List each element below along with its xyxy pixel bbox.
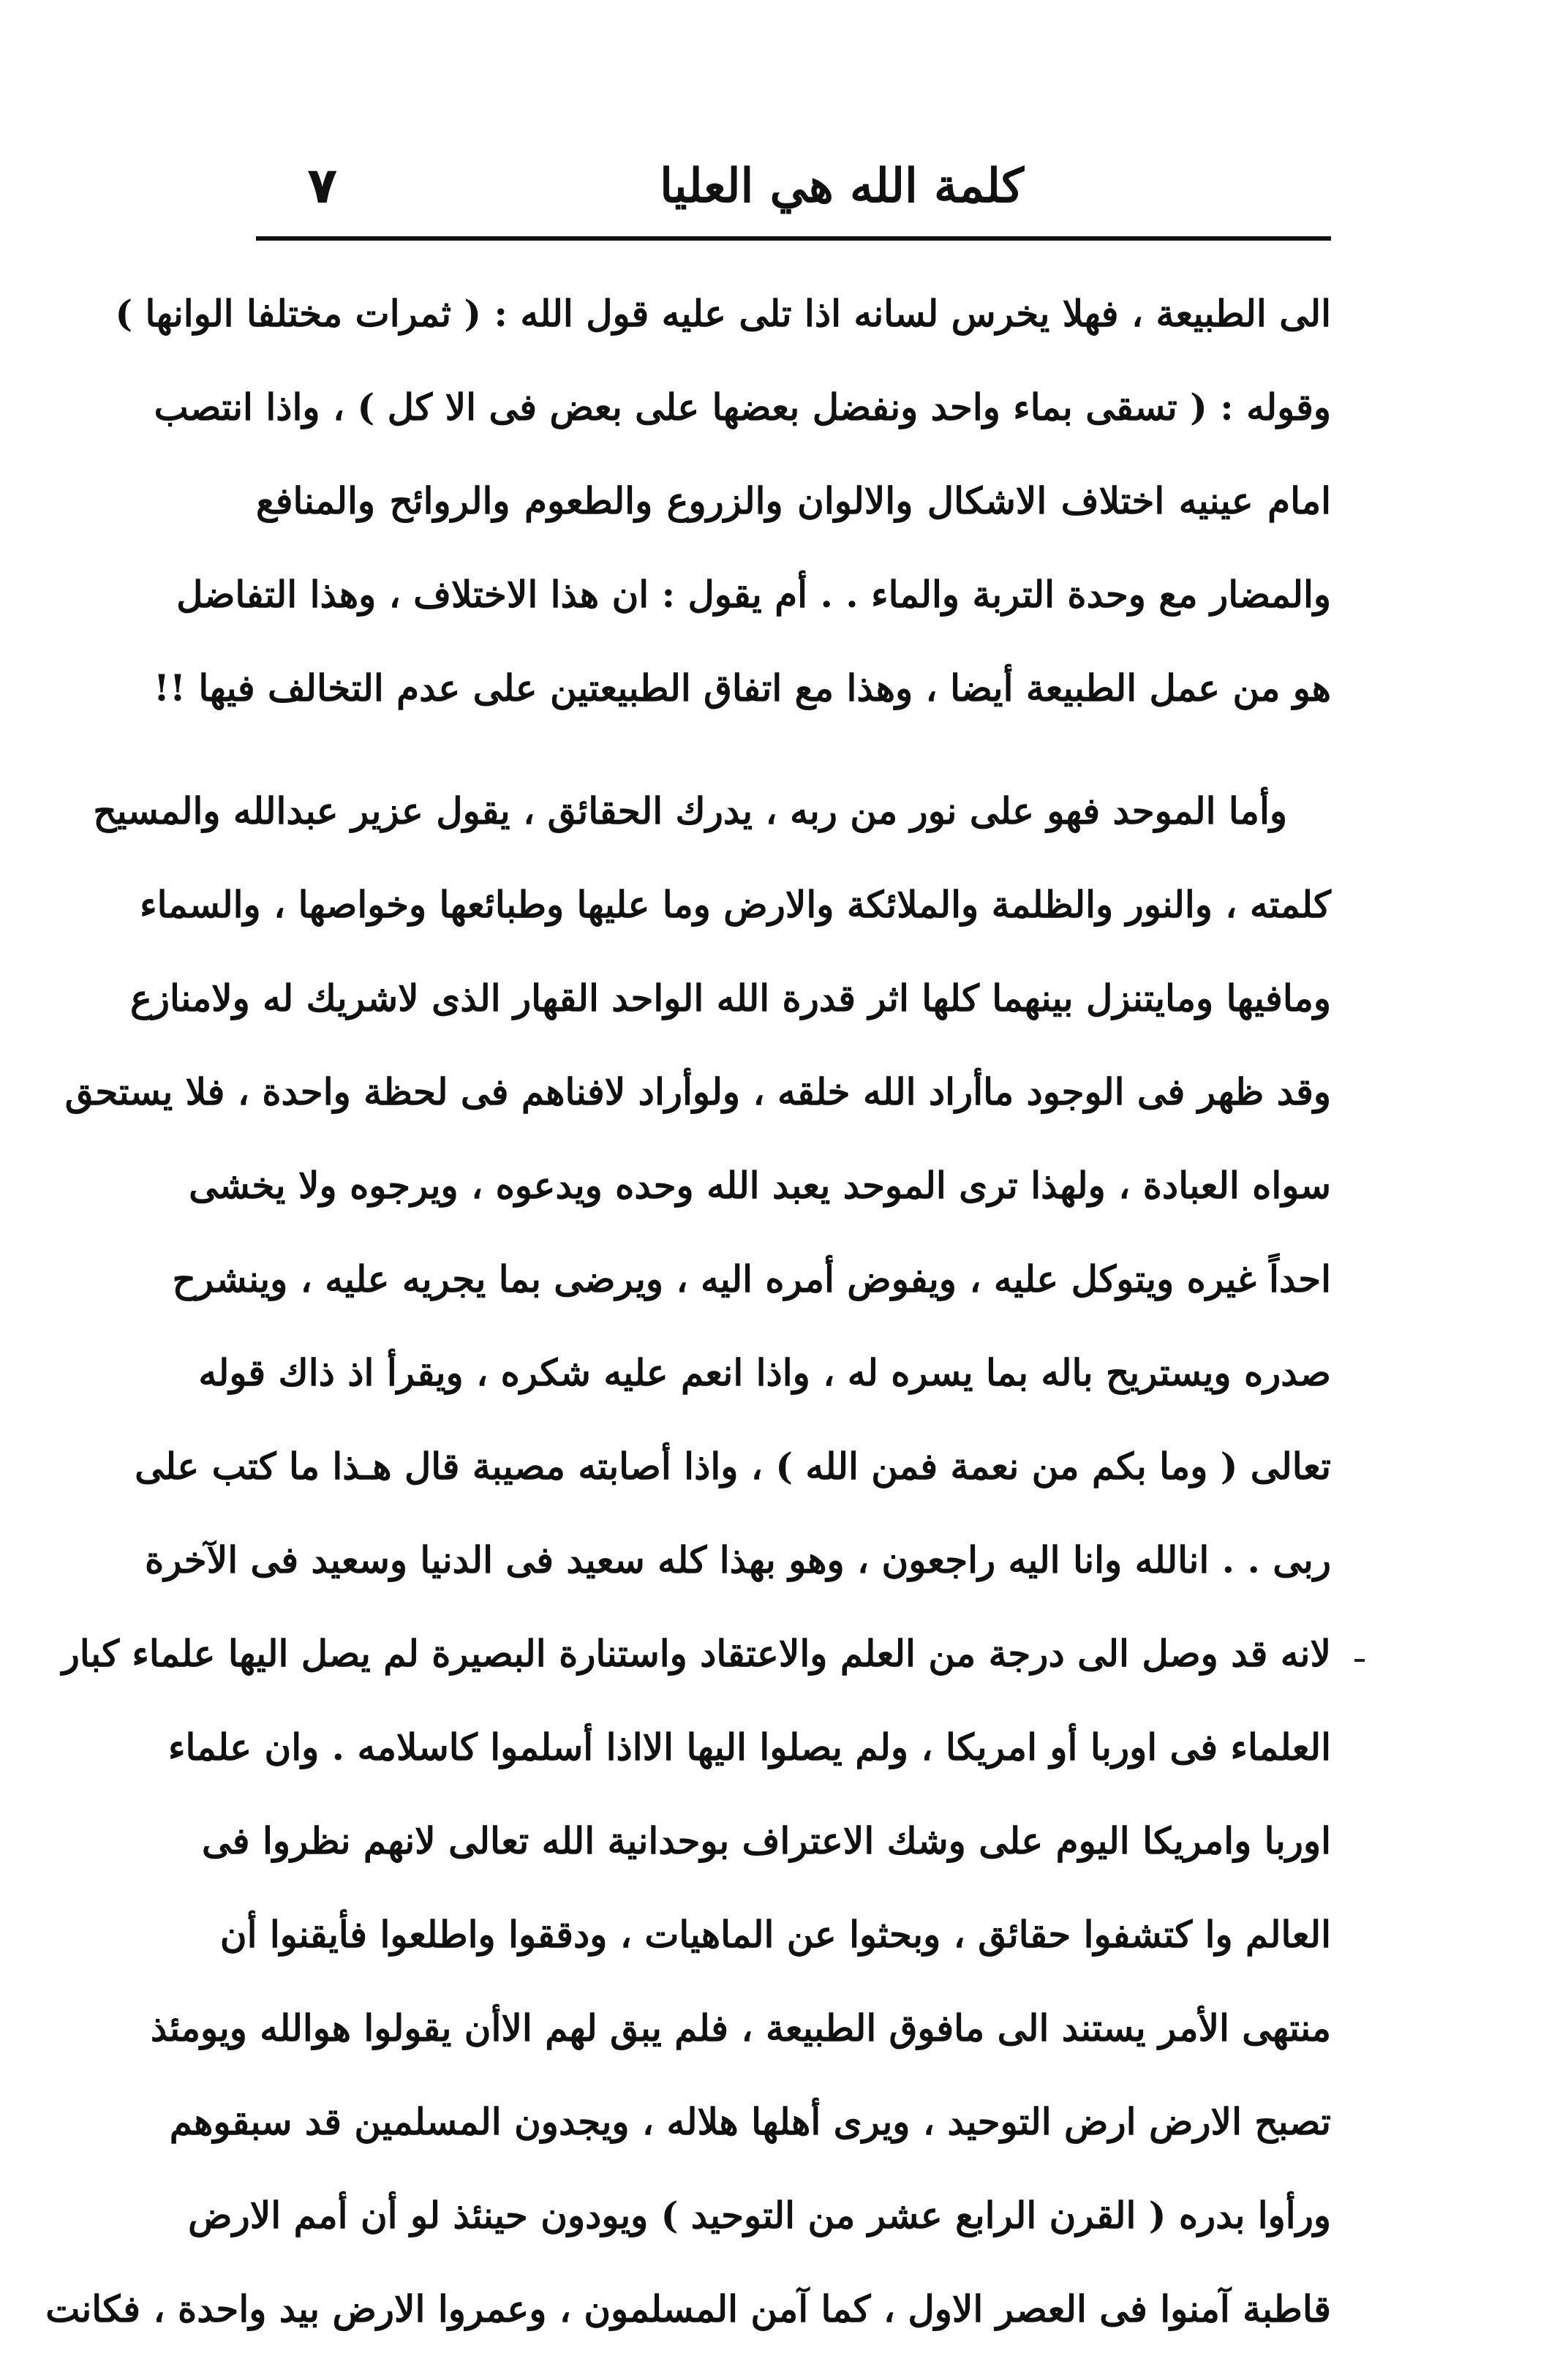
running-title: كلمة الله هي العليا xyxy=(660,159,1024,214)
text-line: والمضار مع وحدة التربة والماء . . أم يقول : ان هذا الاختلاف ، وهذا التفاضل xyxy=(176,573,1331,616)
text-line: منتهى الأمر يستند الى مافوق الطبيعة ، فلم يبق لهم الاأن يقولوا هوالله ويومئذ xyxy=(150,2006,1331,2050)
text-line: قاطبة آمنوا فى العصر الاول ، كما آمن المسلمون ، وعمروا الارض بيد واحدة ، فكانت xyxy=(45,2287,1331,2330)
text-line: لانه قد وصل الى درجة من العلم والاعتقاد واستنارة البصيرة لم يصل اليها علماء كبار xyxy=(61,1632,1331,1675)
text-line: وأما الموحد فهو على نور من ربه ، يدرك الحقائق ، يقول عزير عبدالله والمسيح xyxy=(93,789,1287,832)
text-line: العالم وا كتشفوا حقائق ، وبحثوا عن الماهيات ، ودققوا واطلعوا فأيقنوا أن xyxy=(219,1913,1331,1956)
text-line: وقوله : ( تسقى بماء واحد ونفضل بعضها على بعض فى الا كل ) ، واذا انتصب xyxy=(154,385,1331,429)
text-line: ربى . . انالله وانا اليه راجعون ، وهو بهذا كله سعيد فى الدنيا وسعيد فى الآخرة xyxy=(145,1538,1331,1581)
body-text xyxy=(45,267,1331,2356)
text-line: ورأوا بدره ( القرن الرابع عشر من التوحيد ) ويودون حينئذ لو أن أمم الارض xyxy=(188,2194,1331,2237)
text-line: صدره ويستريح باله بما يسره له ، واذا انعم عليه شكره ، ويقرأ اذ ذاك قوله xyxy=(198,1351,1331,1394)
text-line: العلماء فى اوربا أو امريكا ، ولم يصلوا اليها الااذا أسلموا كاسلامه . وان علماء xyxy=(168,1725,1331,1769)
text-line: اوربا وامريكا اليوم على وشك الاعتراف بوحدانية الله تعالى لانهم نظروا فى xyxy=(201,1819,1331,1862)
paragraph-1 xyxy=(115,267,1331,735)
paragraph-2 xyxy=(45,764,1331,2356)
text-line: احداً غيره ويتوكل عليه ، ويفوض أمره اليه ، ويرضى بما يجريه عليه ، وينشرح xyxy=(172,1257,1331,1301)
text-line: الى الطبيعة ، فهلا يخرس لسانه اذا تلى عليه قول الله : ( ثمرات مختلفا الوانها ) xyxy=(115,292,1331,335)
text-line: ومافيها ومايتنزل بينهما كلها اثر قدرة الله الواحد القهار الذى لاشريك له ولامنازع xyxy=(130,976,1331,1020)
paragraph-gap xyxy=(256,735,1331,764)
text-line: وقد ظهر فى الوجود ماأراد الله خلقه ، ولوأراد لافناهم فى لحظة واحدة ، فلا يستحق xyxy=(64,1070,1331,1113)
text-line: تعالى ( وما بكم من نعمة فمن الله ) ، واذا أصابته مصيبة قال هـذا ما كتب على xyxy=(135,1445,1331,1488)
header-rule xyxy=(256,236,1331,241)
page-number: ٧ xyxy=(307,157,338,215)
text-line: امام عينيه اختلاف الاشكال والالوان والزروع والطعوم والروائح والمنافع xyxy=(256,479,1331,522)
text-line: هو من عمل الطبيعة أيضا ، وهذا مع اتفاق الطبيعتين على عدم التخالف فيها !! xyxy=(154,666,1331,710)
running-header xyxy=(256,150,1331,238)
text-line: سواه العبادة ، ولهذا ترى الموحد يعبد الله وحده ويدعوه ، ويرجوه ولا يخشى xyxy=(189,1164,1331,1207)
margin-mark xyxy=(1354,1659,1365,1662)
text-line: تصبح الارض ارض التوحيد ، ويرى أهلها هلاله ، ويجدون المسلمين قد سبقوهم xyxy=(169,2100,1331,2143)
text-line: كلمته ، والنور والظلمة والملائكة والارض وما عليها وطبائعها وخواصها ، والسماء xyxy=(140,883,1331,926)
